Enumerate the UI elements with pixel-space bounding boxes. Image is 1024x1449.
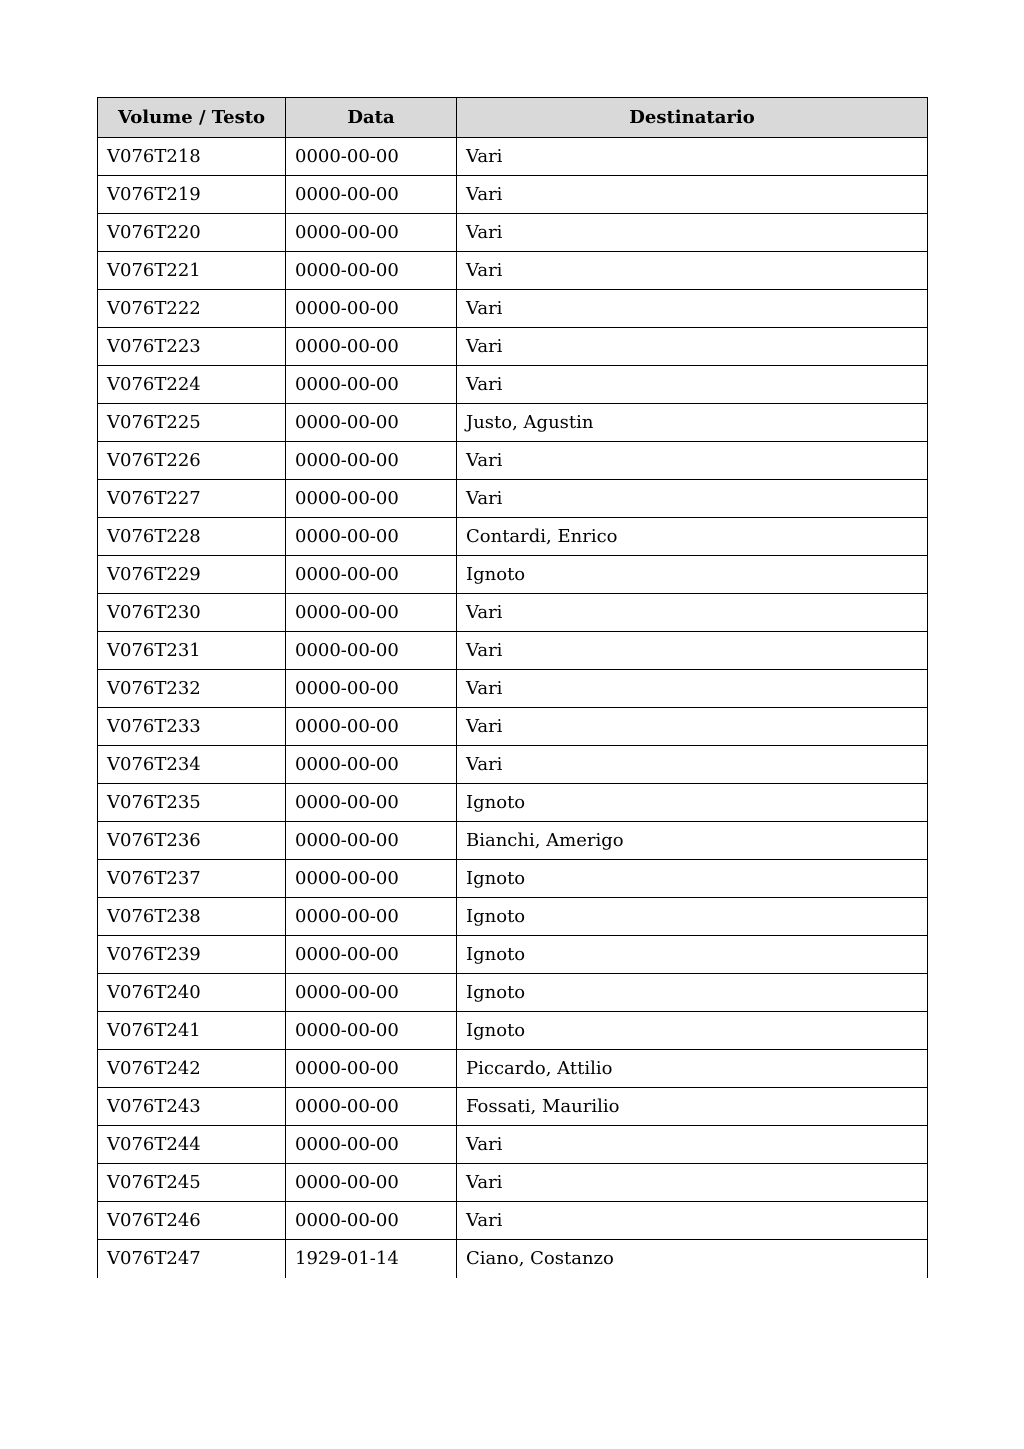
cell-destinatario: Ignoto — [457, 556, 928, 594]
cell-volume-testo: V076T231 — [98, 632, 286, 670]
cell-destinatario: Vari — [457, 1164, 928, 1202]
table-row — [98, 594, 928, 632]
cell-volume-testo: V076T245 — [98, 1164, 286, 1202]
cell-data: 0000-00-00 — [286, 594, 457, 632]
letters-table — [97, 97, 928, 1278]
cell-volume-testo: V076T218 — [98, 138, 286, 176]
cell-volume-testo: V076T228 — [98, 518, 286, 556]
table-row — [98, 1050, 928, 1088]
header-volume-testo: Volume / Testo — [98, 98, 286, 138]
cell-destinatario: Ignoto — [457, 974, 928, 1012]
cell-destinatario: Vari — [457, 252, 928, 290]
cell-volume-testo: V076T236 — [98, 822, 286, 860]
table-row — [98, 1012, 928, 1050]
cell-data: 0000-00-00 — [286, 1202, 457, 1240]
table-row — [98, 404, 928, 442]
cell-destinatario: Justo, Agustin — [457, 404, 928, 442]
cell-data: 0000-00-00 — [286, 366, 457, 404]
cell-volume-testo: V076T240 — [98, 974, 286, 1012]
cell-destinatario: Vari — [457, 480, 928, 518]
cell-volume-testo: V076T247 — [98, 1240, 286, 1278]
cell-volume-testo: V076T241 — [98, 1012, 286, 1050]
table-row — [98, 328, 928, 366]
cell-volume-testo: V076T232 — [98, 670, 286, 708]
cell-destinatario: Vari — [457, 138, 928, 176]
table-row — [98, 898, 928, 936]
cell-data: 0000-00-00 — [286, 328, 457, 366]
cell-volume-testo: V076T243 — [98, 1088, 286, 1126]
cell-data: 0000-00-00 — [286, 556, 457, 594]
cell-destinatario: Ignoto — [457, 898, 928, 936]
cell-data: 0000-00-00 — [286, 860, 457, 898]
cell-destinatario: Vari — [457, 708, 928, 746]
cell-destinatario: Piccardo, Attilio — [457, 1050, 928, 1088]
cell-volume-testo: V076T242 — [98, 1050, 286, 1088]
cell-volume-testo: V076T229 — [98, 556, 286, 594]
table-row — [98, 290, 928, 328]
cell-destinatario: Vari — [457, 442, 928, 480]
cell-volume-testo: V076T221 — [98, 252, 286, 290]
cell-destinatario: Vari — [457, 1126, 928, 1164]
cell-destinatario: Vari — [457, 366, 928, 404]
cell-data: 1929-01-14 — [286, 1240, 457, 1278]
cell-destinatario: Bianchi, Amerigo — [457, 822, 928, 860]
table-row — [98, 1126, 928, 1164]
cell-data: 0000-00-00 — [286, 442, 457, 480]
table-row — [98, 670, 928, 708]
cell-data: 0000-00-00 — [286, 1164, 457, 1202]
table-row — [98, 442, 928, 480]
cell-data: 0000-00-00 — [286, 784, 457, 822]
cell-data: 0000-00-00 — [286, 708, 457, 746]
cell-destinatario: Vari — [457, 176, 928, 214]
cell-data: 0000-00-00 — [286, 632, 457, 670]
cell-destinatario: Vari — [457, 632, 928, 670]
cell-volume-testo: V076T224 — [98, 366, 286, 404]
cell-destinatario: Vari — [457, 746, 928, 784]
table-row — [98, 480, 928, 518]
document-page — [97, 97, 927, 1278]
cell-data: 0000-00-00 — [286, 480, 457, 518]
cell-volume-testo: V076T220 — [98, 214, 286, 252]
table-row — [98, 366, 928, 404]
table-row — [98, 974, 928, 1012]
cell-data: 0000-00-00 — [286, 670, 457, 708]
cell-data: 0000-00-00 — [286, 1050, 457, 1088]
cell-volume-testo: V076T219 — [98, 176, 286, 214]
cell-data: 0000-00-00 — [286, 936, 457, 974]
table-row — [98, 214, 928, 252]
cell-data: 0000-00-00 — [286, 138, 457, 176]
cell-volume-testo: V076T235 — [98, 784, 286, 822]
cell-data: 0000-00-00 — [286, 252, 457, 290]
table-row — [98, 138, 928, 176]
cell-volume-testo: V076T230 — [98, 594, 286, 632]
cell-destinatario: Fossati, Maurilio — [457, 1088, 928, 1126]
cell-destinatario: Vari — [457, 1202, 928, 1240]
table-row — [98, 936, 928, 974]
cell-data: 0000-00-00 — [286, 290, 457, 328]
cell-destinatario: Vari — [457, 594, 928, 632]
header-destinatario: Destinatario — [457, 98, 928, 138]
cell-data: 0000-00-00 — [286, 746, 457, 784]
cell-volume-testo: V076T223 — [98, 328, 286, 366]
cell-destinatario: Contardi, Enrico — [457, 518, 928, 556]
cell-destinatario: Vari — [457, 670, 928, 708]
table-row — [98, 518, 928, 556]
cell-volume-testo: V076T244 — [98, 1126, 286, 1164]
cell-data: 0000-00-00 — [286, 974, 457, 1012]
table-row — [98, 1240, 928, 1278]
cell-destinatario: Vari — [457, 328, 928, 366]
cell-volume-testo: V076T234 — [98, 746, 286, 784]
cell-data: 0000-00-00 — [286, 822, 457, 860]
table-row — [98, 1202, 928, 1240]
cell-destinatario: Vari — [457, 290, 928, 328]
table-row — [98, 176, 928, 214]
cell-volume-testo: V076T239 — [98, 936, 286, 974]
table-row — [98, 556, 928, 594]
cell-data: 0000-00-00 — [286, 404, 457, 442]
cell-volume-testo: V076T222 — [98, 290, 286, 328]
cell-data: 0000-00-00 — [286, 214, 457, 252]
table-row — [98, 860, 928, 898]
cell-destinatario: Vari — [457, 214, 928, 252]
table-row — [98, 1164, 928, 1202]
cell-volume-testo: V076T233 — [98, 708, 286, 746]
table-body — [98, 138, 928, 1278]
table-row — [98, 252, 928, 290]
table-row — [98, 1088, 928, 1126]
header-data: Data — [286, 98, 457, 138]
cell-volume-testo: V076T227 — [98, 480, 286, 518]
cell-data: 0000-00-00 — [286, 898, 457, 936]
cell-data: 0000-00-00 — [286, 1088, 457, 1126]
table-row — [98, 822, 928, 860]
cell-destinatario: Ignoto — [457, 784, 928, 822]
cell-destinatario: Ignoto — [457, 1012, 928, 1050]
cell-volume-testo: V076T237 — [98, 860, 286, 898]
cell-data: 0000-00-00 — [286, 176, 457, 214]
cell-data: 0000-00-00 — [286, 1012, 457, 1050]
cell-volume-testo: V076T246 — [98, 1202, 286, 1240]
table-row — [98, 784, 928, 822]
table-row — [98, 746, 928, 784]
table-row — [98, 708, 928, 746]
cell-destinatario: Ignoto — [457, 860, 928, 898]
cell-data: 0000-00-00 — [286, 1126, 457, 1164]
cell-destinatario: Ignoto — [457, 936, 928, 974]
cell-destinatario: Ciano, Costanzo — [457, 1240, 928, 1278]
cell-volume-testo: V076T238 — [98, 898, 286, 936]
cell-data: 0000-00-00 — [286, 518, 457, 556]
table-row — [98, 632, 928, 670]
cell-volume-testo: V076T225 — [98, 404, 286, 442]
cell-volume-testo: V076T226 — [98, 442, 286, 480]
table-header-row — [98, 98, 928, 138]
